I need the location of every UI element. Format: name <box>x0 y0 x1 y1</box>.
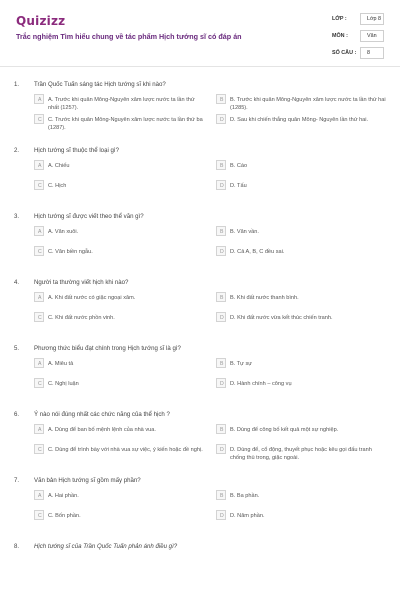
question-item <box>0 78 400 144</box>
option-letter-box <box>34 160 44 170</box>
meta-value-field <box>360 13 384 25</box>
question-number: 1. <box>14 81 20 88</box>
meta-label: LỚP : <box>332 16 347 22</box>
option-text: C. Khi đất nước phồn vinh. <box>48 314 115 321</box>
option-text: D. Sau khi chiến thắng quân Mông- Nguyên lần thứ hai. <box>230 116 369 123</box>
option-letter: A <box>38 492 42 499</box>
option-letter: B <box>220 360 224 367</box>
meta-box <box>330 12 386 63</box>
option-text: B. Cáo <box>230 162 248 169</box>
question-number: 7. <box>14 477 20 484</box>
option-text: C. Dùng để trình bày với nhà vua sự việc, ý kiến hoặc đề nghị. <box>48 446 203 453</box>
option-letter: D <box>220 512 224 519</box>
option-text: A. Trước khi quân Mông-Nguyên xâm lược nước ta lần thứ nhất (1257). <box>48 96 195 111</box>
option-letter: C <box>38 248 42 255</box>
option-letter-box <box>216 424 226 434</box>
option-letter-box <box>34 226 44 236</box>
question-spacer <box>0 266 400 276</box>
question-text: Hịch tướng sĩ của Trần Quốc Tuấn phản ánh điều gì? <box>34 543 178 550</box>
option-letter-box <box>34 444 44 454</box>
worksheet-header <box>0 0 400 66</box>
question-text: Phương thức biểu đạt chính trong Hịch tướng sĩ là gì? <box>34 345 181 352</box>
option-letter-box <box>216 94 226 104</box>
option-row <box>0 160 400 180</box>
meta-value: 8 <box>367 50 370 56</box>
option-row <box>0 312 400 332</box>
meta-row-subject <box>330 29 386 46</box>
option-letter-box <box>216 312 226 322</box>
question-text: Văn bản Hịch tướng sĩ gồm mấy phần? <box>34 477 141 484</box>
option-letter-box <box>34 292 44 302</box>
question-text: Trần Quốc Tuấn sáng tác Hịch tướng sĩ khi nào? <box>34 81 166 88</box>
question-item <box>0 342 400 408</box>
option-letter: D <box>220 314 224 321</box>
question-header <box>0 144 400 160</box>
option-text: D. Cả A, B, C đều sai. <box>230 248 285 255</box>
option-letter-box <box>34 510 44 520</box>
option-letter-box <box>34 424 44 434</box>
question-item <box>0 210 400 276</box>
option-letter: B <box>220 492 224 499</box>
option-row <box>0 94 400 114</box>
option-letter: B <box>220 426 224 433</box>
option-text: B. Dùng để công bố kết quả một sự nghiệp. <box>230 426 339 433</box>
question-number: 5. <box>14 345 20 352</box>
option-row <box>0 490 400 510</box>
meta-label: MÔN : <box>332 33 348 39</box>
option-row <box>0 510 400 530</box>
option-row <box>0 424 400 444</box>
option-letter-box <box>34 378 44 388</box>
meta-value-field <box>360 30 384 42</box>
question-header <box>0 474 400 490</box>
question-text: Ý nào nói đúng nhất các chức năng của thể hịch ? <box>34 411 170 418</box>
option-row <box>0 114 400 134</box>
option-text: B. Khi đất nước thanh bình. <box>230 294 299 301</box>
question-item <box>0 540 400 566</box>
question-header <box>0 210 400 226</box>
option-letter-box <box>34 490 44 500</box>
question-spacer <box>0 134 400 144</box>
question-item <box>0 474 400 540</box>
question-spacer <box>0 332 400 342</box>
option-letter: B <box>220 96 224 103</box>
option-row <box>0 444 400 464</box>
option-letter-box <box>216 292 226 302</box>
option-letter: B <box>220 294 224 301</box>
option-letter: C <box>38 446 42 453</box>
option-letter-box <box>216 444 226 454</box>
option-letter-box <box>34 358 44 368</box>
option-letter-box <box>216 378 226 388</box>
option-letter: A <box>38 228 42 235</box>
question-number: 2. <box>14 147 20 154</box>
option-row <box>0 246 400 266</box>
question-item <box>0 144 400 210</box>
meta-value: Văn <box>367 33 377 39</box>
option-letter: D <box>220 182 224 189</box>
option-letter: B <box>220 162 224 169</box>
option-letter-box <box>216 160 226 170</box>
question-header <box>0 342 400 358</box>
option-letter-box <box>216 510 226 520</box>
meta-value-field <box>360 47 384 59</box>
option-letter: A <box>38 426 42 433</box>
option-text: C. Bốn phần. <box>48 512 81 519</box>
question-spacer <box>0 530 400 540</box>
option-letter: D <box>220 380 224 387</box>
option-letter-box <box>216 246 226 256</box>
quizizz-logo: Quizizz <box>16 14 66 28</box>
option-letter-box <box>216 114 226 124</box>
question-spacer <box>0 464 400 474</box>
worksheet-title: Trắc nghiệm Tìm hiểu chung về tác phẩm Hịch tướng sĩ có đáp án <box>16 32 242 41</box>
option-letter: D <box>220 248 224 255</box>
question-spacer <box>0 200 400 210</box>
question-item <box>0 276 400 342</box>
option-text: D. Năm phần. <box>230 512 265 519</box>
question-item <box>0 408 400 474</box>
question-header <box>0 78 400 94</box>
option-row <box>0 378 400 398</box>
question-number: 8. <box>14 543 20 550</box>
option-text: B. Ba phần. <box>230 492 260 499</box>
option-letter: C <box>38 314 42 321</box>
option-letter-box <box>34 246 44 256</box>
option-letter-box <box>34 114 44 124</box>
option-letter: C <box>38 116 42 123</box>
question-header <box>0 276 400 292</box>
option-letter: C <box>38 380 42 387</box>
option-letter: C <box>38 182 42 189</box>
meta-row-count <box>330 46 386 63</box>
option-text: A. Khi đất nước có giặc ngoại xâm. <box>48 294 136 301</box>
option-letter-box <box>216 226 226 236</box>
question-spacer <box>0 556 400 566</box>
option-letter: A <box>38 360 42 367</box>
option-text: A. Dùng để ban bố mệnh lệnh của nhà vua. <box>48 426 156 433</box>
question-number: 4. <box>14 279 20 286</box>
option-text: D. Khi đất nước vừa kết thúc chiến tranh. <box>230 314 333 321</box>
option-row <box>0 358 400 378</box>
question-header <box>0 408 400 424</box>
option-text: A. Hai phần. <box>48 492 79 499</box>
question-text: Người ta thường viết hịch khi nào? <box>34 279 129 286</box>
header-divider <box>0 66 400 67</box>
option-text: C. Trước khi quân Mông-Nguyên xâm lược nước ta lần thứ ba (1287). <box>48 116 203 131</box>
question-spacer <box>0 398 400 408</box>
option-letter-box <box>34 180 44 190</box>
option-letter-box <box>216 490 226 500</box>
option-text: D. Hành chính – công vụ <box>230 380 292 387</box>
option-letter-box <box>34 312 44 322</box>
option-text: A. Miêu tả <box>48 360 74 367</box>
question-number: 3. <box>14 213 20 220</box>
option-text: B. Tự sự <box>230 360 252 367</box>
question-text: Hịch tướng sĩ thuộc thể loại gì? <box>34 147 119 154</box>
option-letter: A <box>38 162 42 169</box>
question-header <box>0 540 400 556</box>
meta-label: SỐ CÂU : <box>332 50 357 56</box>
option-text: A. Văn xuôi. <box>48 228 79 235</box>
option-letter: D <box>220 116 224 123</box>
question-list <box>0 78 400 566</box>
option-letter: D <box>220 446 224 453</box>
option-row <box>0 226 400 246</box>
option-row <box>0 292 400 312</box>
option-letter-box <box>216 180 226 190</box>
option-letter: A <box>38 294 42 301</box>
option-row <box>0 180 400 200</box>
option-text: D. Tấu <box>230 182 247 189</box>
option-letter-box <box>34 94 44 104</box>
option-text: A. Chiếu <box>48 162 70 169</box>
meta-row-grade <box>330 12 386 29</box>
option-letter: B <box>220 228 224 235</box>
option-text: B. Trước khi quân Mông-Nguyên xâm lược nước ta lần thứ hai (1285). <box>230 96 386 111</box>
option-text: C. Nghị luận <box>48 380 79 387</box>
option-letter-box <box>216 358 226 368</box>
option-text: B. Văn vần. <box>230 228 259 235</box>
option-letter: A <box>38 96 42 103</box>
meta-value: Lớp 8 <box>367 16 382 22</box>
option-text: C. Hịch <box>48 182 67 189</box>
question-number: 6. <box>14 411 20 418</box>
option-text: C. Văn biền ngẫu. <box>48 248 93 255</box>
question-text: Hịch tướng sĩ được viết theo thể văn gì? <box>34 213 144 220</box>
option-letter: C <box>38 512 42 519</box>
option-text: D. Dùng để, cổ động, thuyết phục hoặc kêu gọi đấu tranh chống thù trong, giặc ngoài. <box>230 446 372 461</box>
